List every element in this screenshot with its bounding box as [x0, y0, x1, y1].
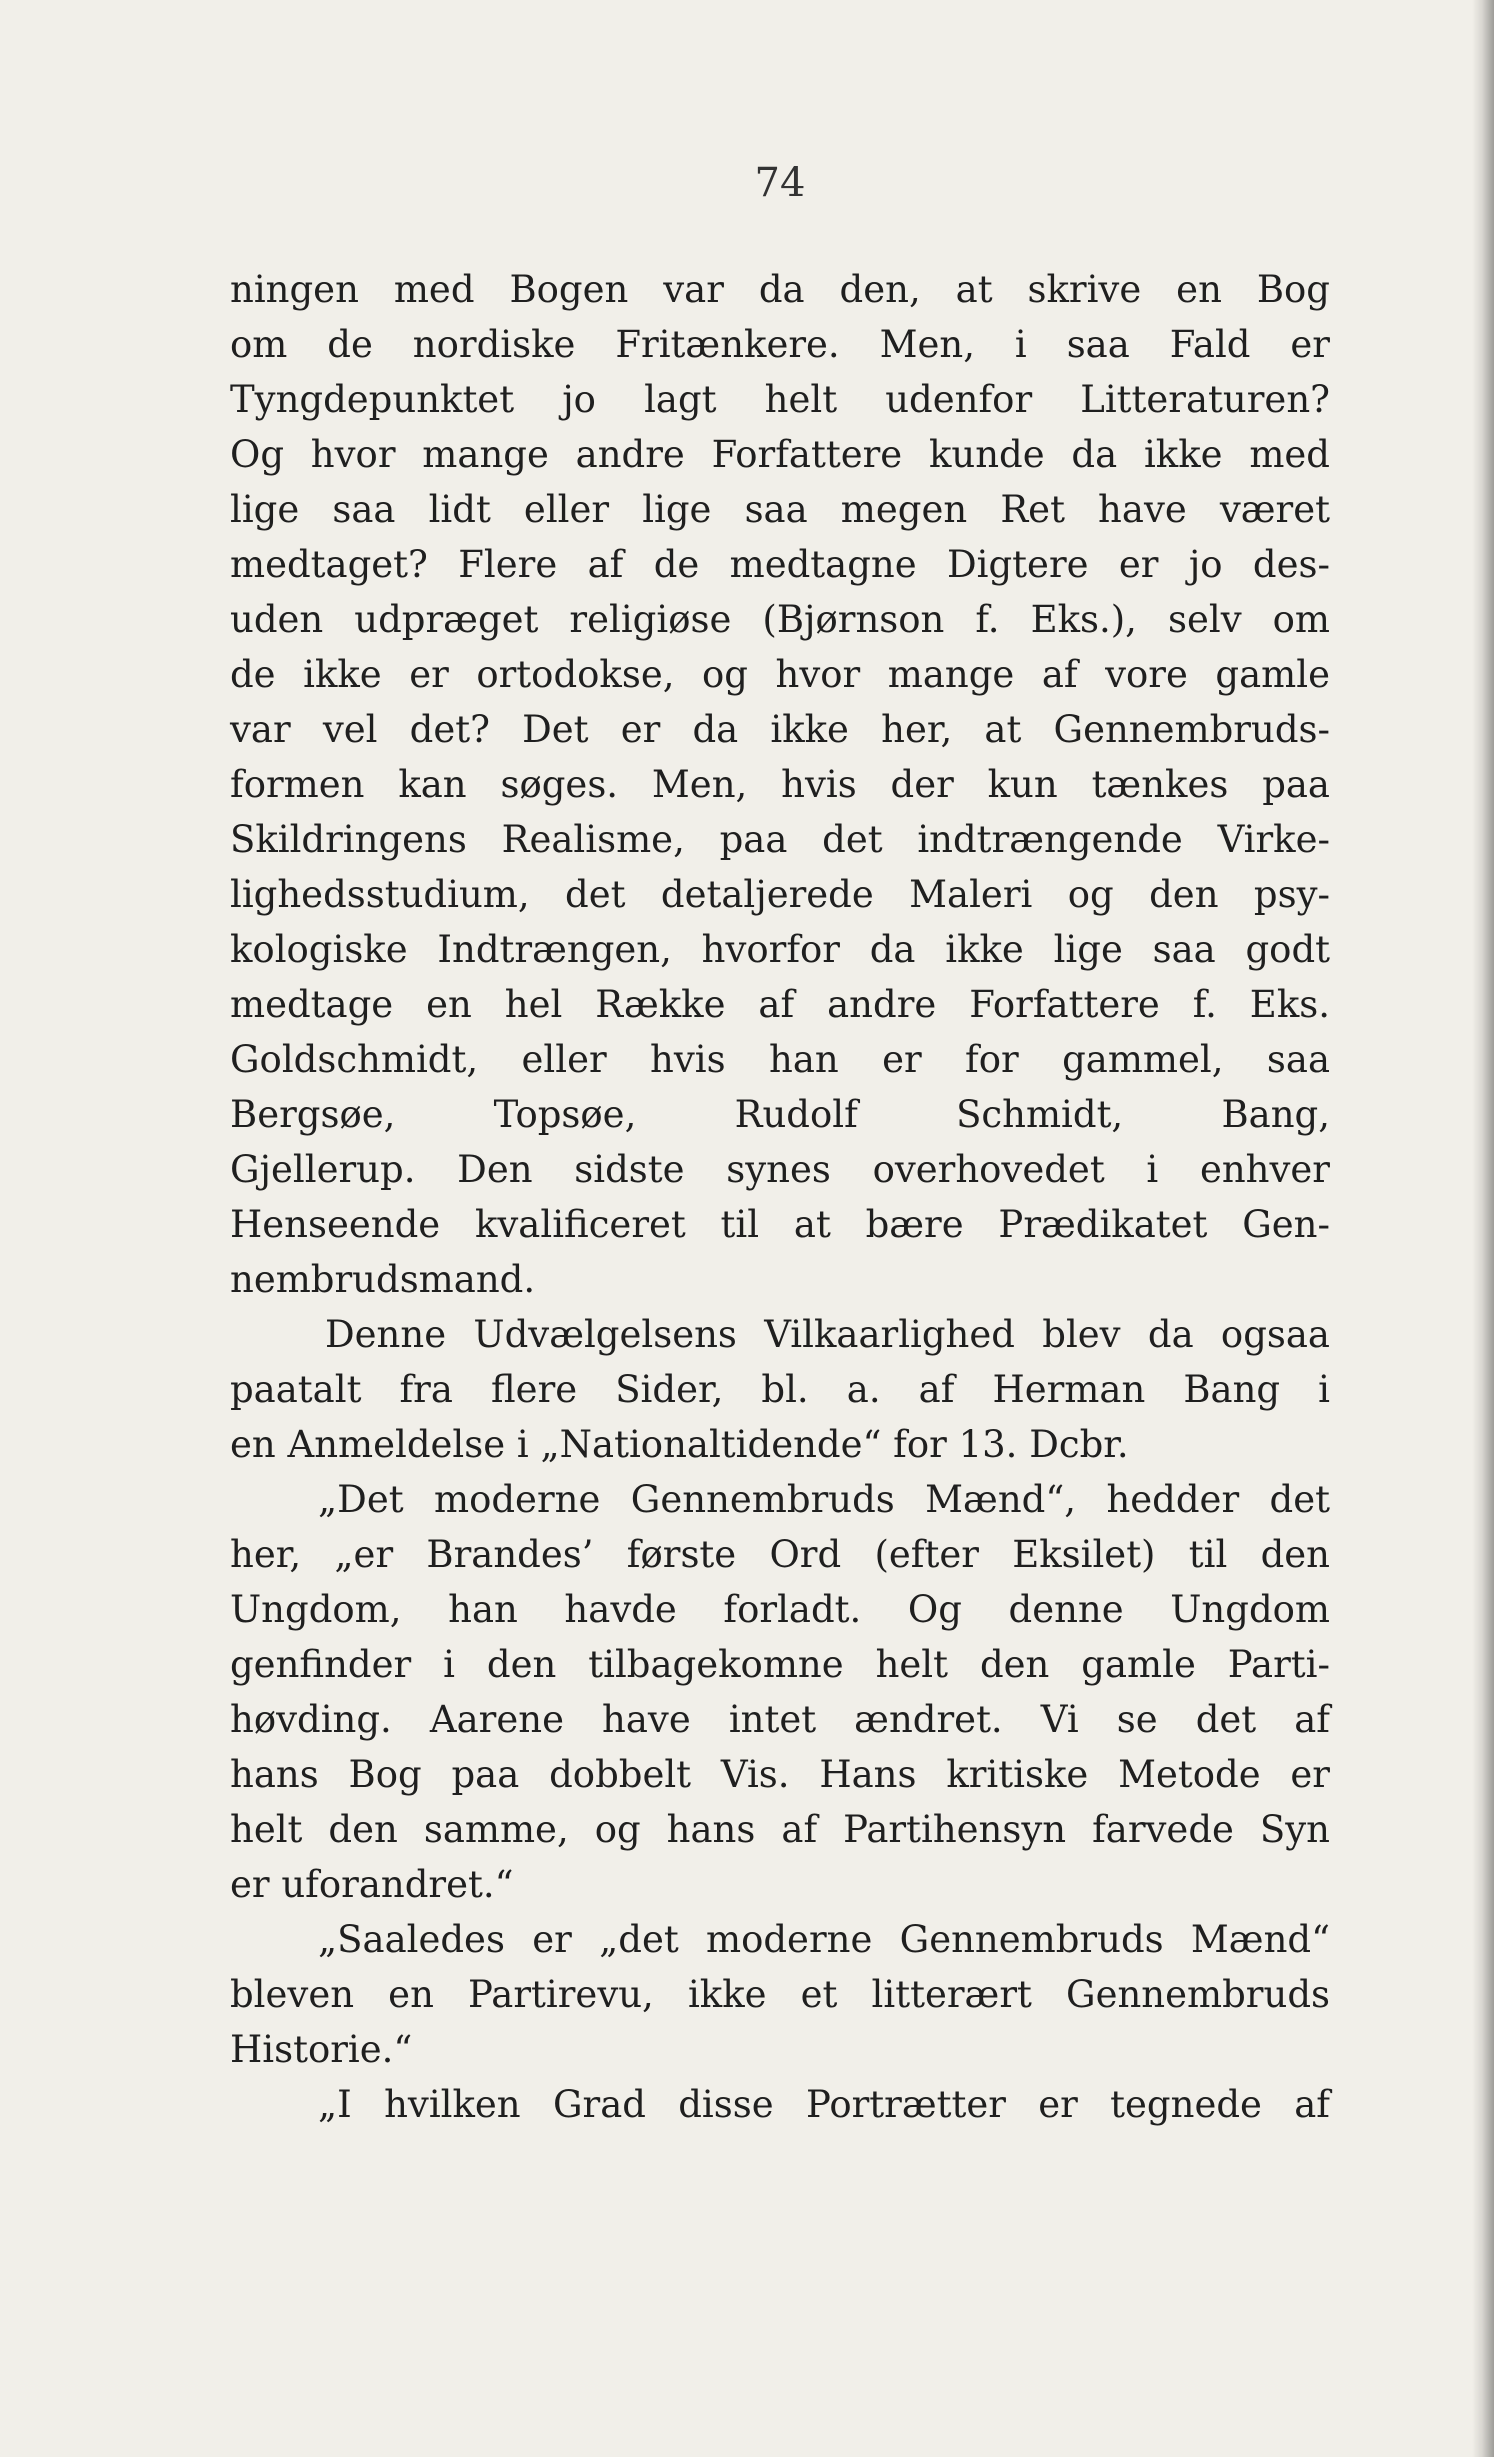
text-line: Denne Udvælgelsens Vilkaarlighed blev da ogsaa: [325, 1313, 1330, 1356]
text-line: Bergsøe, Topsøe, Rudolf Schmidt, Bang,: [230, 1093, 1330, 1136]
text-line: Skildringens Realisme, paa det indtrængende Virke-: [230, 818, 1330, 861]
text-line: høvding. Aarene have intet ændret. Vi se det af: [230, 1698, 1330, 1741]
text-line: Tyngdepunktet jo lagt helt udenfor Litteraturen?: [230, 378, 1330, 421]
text-line: Gjellerup. Den sidste synes overhovedet i enhver: [230, 1148, 1330, 1191]
text-line: formen kan søges. Men, hvis der kun tænkes paa: [230, 763, 1330, 806]
text-line: Og hvor mange andre Forfattere kunde da ikke med: [230, 433, 1330, 476]
text-line: paatalt fra flere Sider, bl. a. af Herman Bang i: [230, 1368, 1330, 1411]
text-line: helt den samme, og hans af Partihensyn farvede Syn: [230, 1808, 1330, 1851]
text-line: „I hvilken Grad disse Portrætter er tegnede af: [318, 2083, 1330, 2126]
text-line: lige saa lidt eller lige saa megen Ret have været: [230, 488, 1330, 531]
text-line: her, „er Brandes’ første Ord (efter Eksilet) til den: [230, 1533, 1330, 1576]
text-line: Henseende kvalificeret til at bære Prædikatet Gen-: [230, 1203, 1330, 1246]
text-line: „Det moderne Gennembruds Mænd“, hedder det: [318, 1478, 1330, 1521]
text-line: Ungdom, han havde forladt. Og denne Ungdom: [230, 1588, 1330, 1631]
text-line: en Anmeldelse i „Nationaltidende“ for 13. Dcbr.: [230, 1423, 1129, 1466]
text-line: var vel det? Det er da ikke her, at Gennembruds-: [230, 708, 1330, 751]
text-line: ningen med Bogen var da den, at skrive en Bog: [230, 268, 1330, 311]
text-line: er uforandret.“: [230, 1863, 514, 1906]
page-number: 74: [754, 160, 806, 206]
text-line: nembrudsmand.: [230, 1258, 536, 1301]
text-line: om de nordiske Fritænkere. Men, i saa Fald er: [230, 323, 1330, 366]
text-line: Goldschmidt, eller hvis han er for gammel, saa: [230, 1038, 1330, 1081]
text-line: lighedsstudium, det detaljerede Maleri og den psy-: [230, 873, 1330, 916]
text-line: uden udpræget religiøse (Bjørnson f. Eks.), selv om: [230, 598, 1330, 641]
text-line: bleven en Partirevu, ikke et litterært Gennembruds: [230, 1973, 1330, 2016]
text-line: medtaget? Flere af de medtagne Digtere er jo des-: [230, 543, 1330, 586]
text-line: medtage en hel Række af andre Forfattere f. Eks.: [230, 983, 1330, 1026]
body-text: [230, 262, 1330, 2132]
text-line: „Saaledes er „det moderne Gennembruds Mænd“: [318, 1918, 1330, 1961]
text-line: genfinder i den tilbagekomne helt den gamle Parti-: [230, 1643, 1330, 1686]
text-line: kologiske Indtrængen, hvorfor da ikke lige saa godt: [230, 928, 1330, 971]
page-edge-shadow: [1472, 0, 1494, 2457]
text-line: hans Bog paa dobbelt Vis. Hans kritiske Metode er: [230, 1753, 1330, 1796]
text-line: Historie.“: [230, 2028, 413, 2071]
text-line: de ikke er ortodokse, og hvor mange af vore gamle: [230, 653, 1330, 696]
